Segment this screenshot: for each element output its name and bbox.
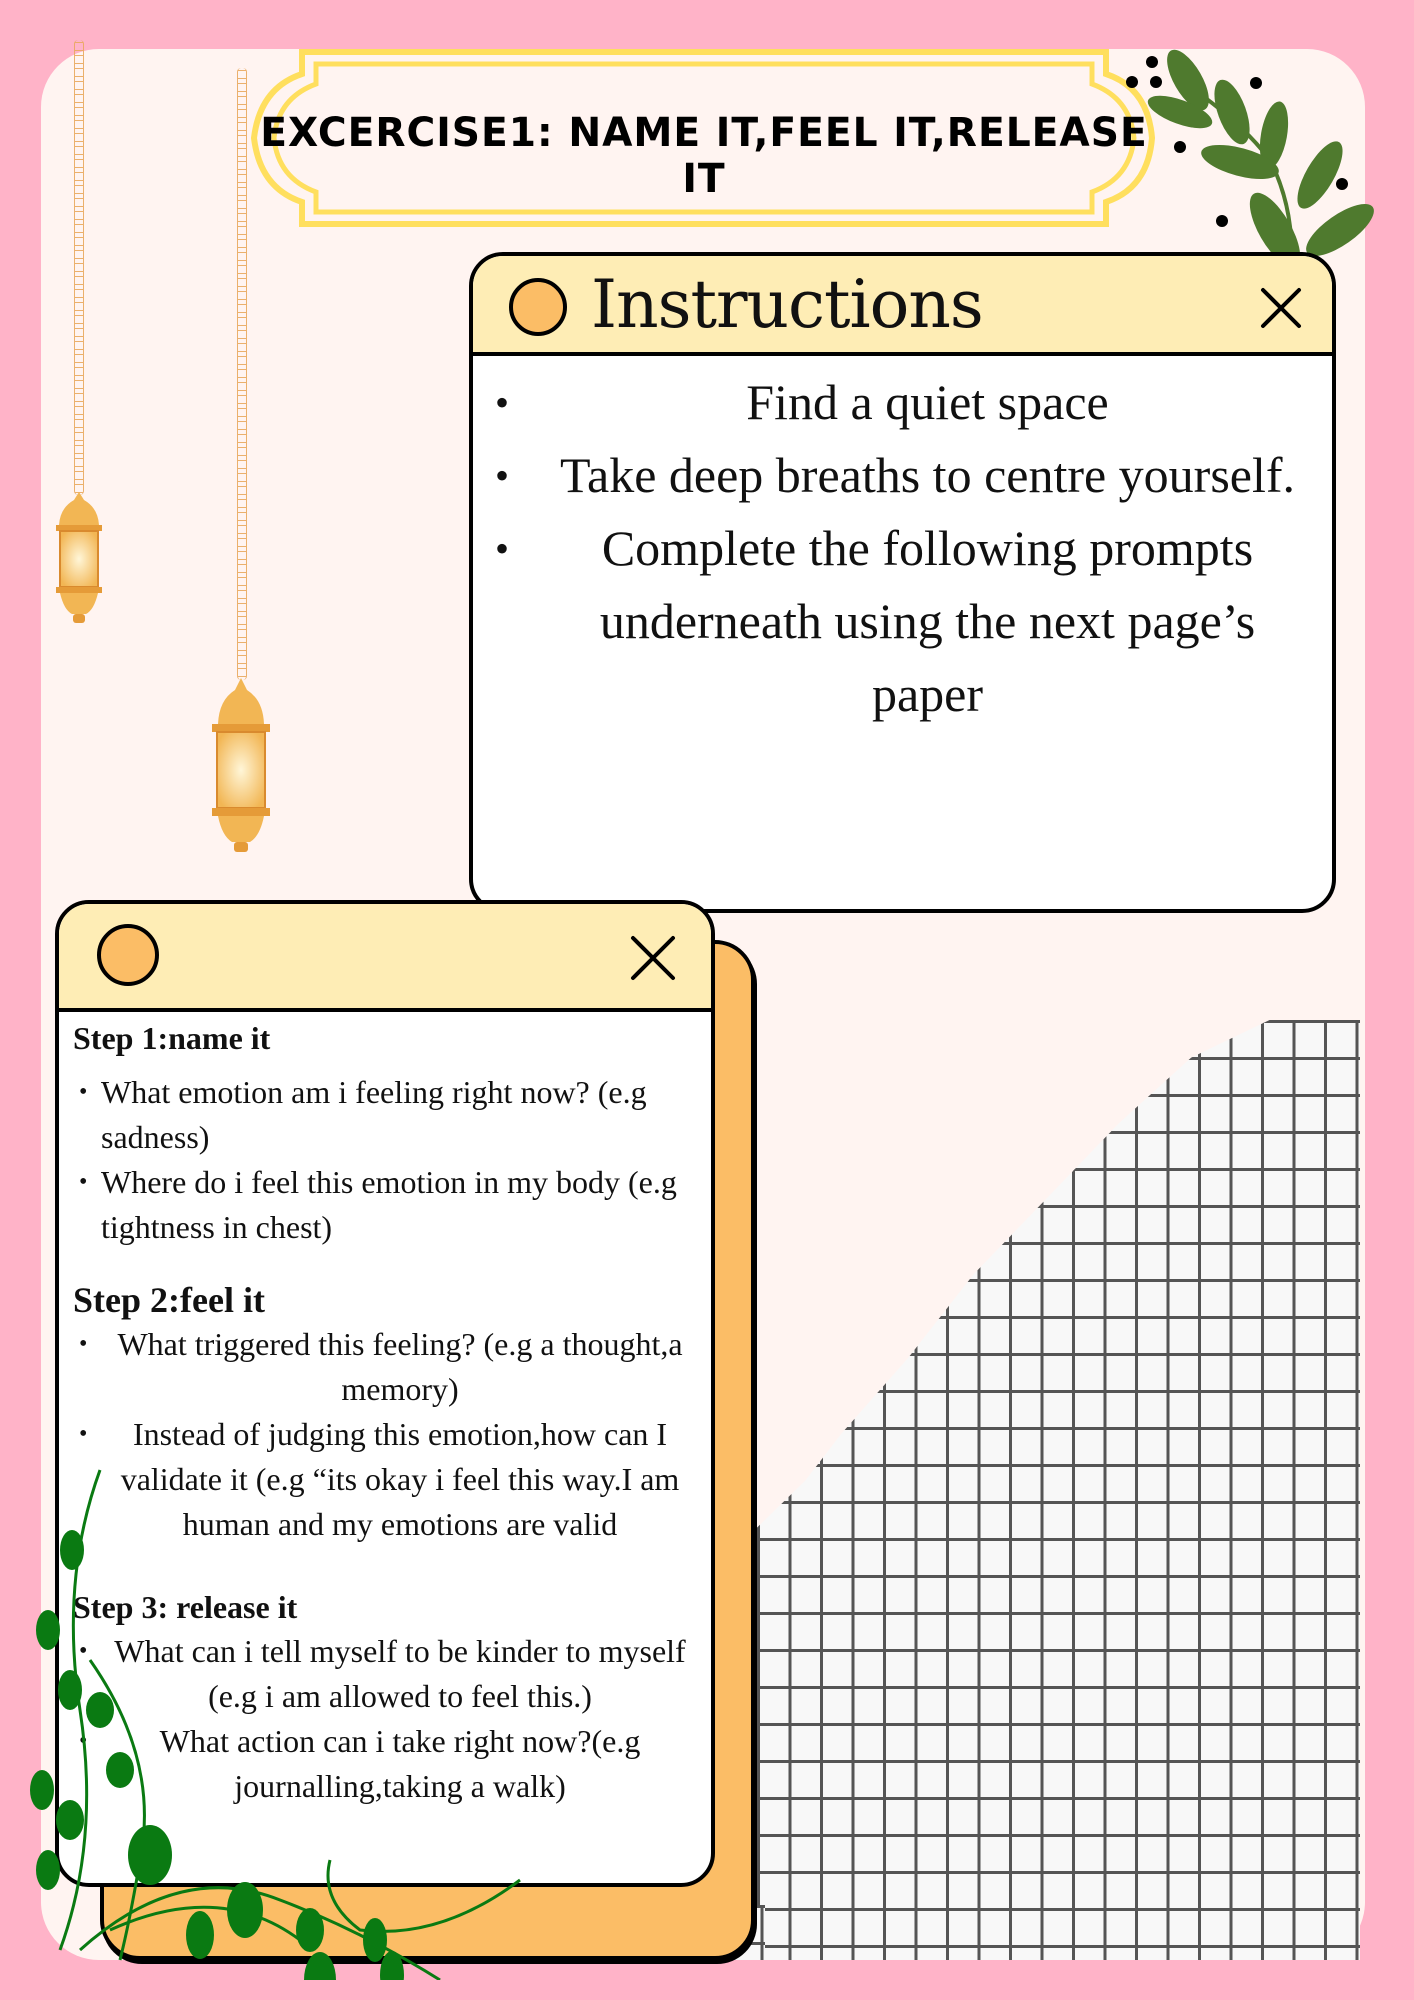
step3-item: • What can i tell myself to be kinder to myself (e.g i am allowed to feel this.) bbox=[73, 1629, 697, 1719]
instructions-list bbox=[473, 366, 1332, 731]
step2-item: • Instead of judging this emotion,how can I validate it (e.g “its okay i feel this way.I am human and my emotions are valid bbox=[73, 1412, 697, 1547]
step2-heading: Step 2:feel it bbox=[73, 1280, 265, 1320]
step3-item: • What action can i take right now?(e.g journalling,taking a walk) bbox=[73, 1719, 697, 1809]
step1-item: • Where do i feel this emotion in my body (e.g tightness in chest) bbox=[73, 1160, 697, 1250]
close-x-icon[interactable] bbox=[629, 934, 677, 982]
instruction-item: • Complete the following prompts underneath using the next page’s paper bbox=[543, 512, 1312, 731]
step3-heading: Step 3: release it bbox=[73, 1589, 298, 1625]
lantern-chain-right bbox=[237, 68, 247, 680]
step2-item: • What triggered this feeling? (e.g a thought,a memory) bbox=[73, 1322, 697, 1412]
lantern-chain-left bbox=[74, 40, 84, 495]
step1-list bbox=[73, 1070, 697, 1250]
circle-icon[interactable] bbox=[509, 278, 567, 336]
lantern-icon bbox=[208, 676, 274, 854]
circle-icon[interactable] bbox=[97, 924, 159, 986]
instructions-window-header bbox=[473, 256, 1332, 356]
instruction-item: • Find a quiet space bbox=[543, 366, 1312, 439]
vine-icon bbox=[20, 1460, 580, 1980]
step1-item: • What emotion am i feeling right now? (e.g sadness) bbox=[73, 1070, 697, 1160]
lantern-icon bbox=[50, 490, 108, 625]
step1-heading: Step 1:name it bbox=[73, 1020, 271, 1056]
title-banner bbox=[248, 48, 1160, 228]
close-x-icon[interactable] bbox=[1259, 286, 1303, 330]
instruction-item: • Take deep breaths to centre yourself. bbox=[543, 439, 1312, 512]
exercise-title: EXCERCISE1: NAME IT,FEEL IT,RELEASE IT bbox=[260, 110, 1148, 202]
instructions-title: Instructions bbox=[591, 266, 983, 343]
steps-window-header bbox=[59, 904, 711, 1012]
instructions-window bbox=[469, 252, 1336, 913]
